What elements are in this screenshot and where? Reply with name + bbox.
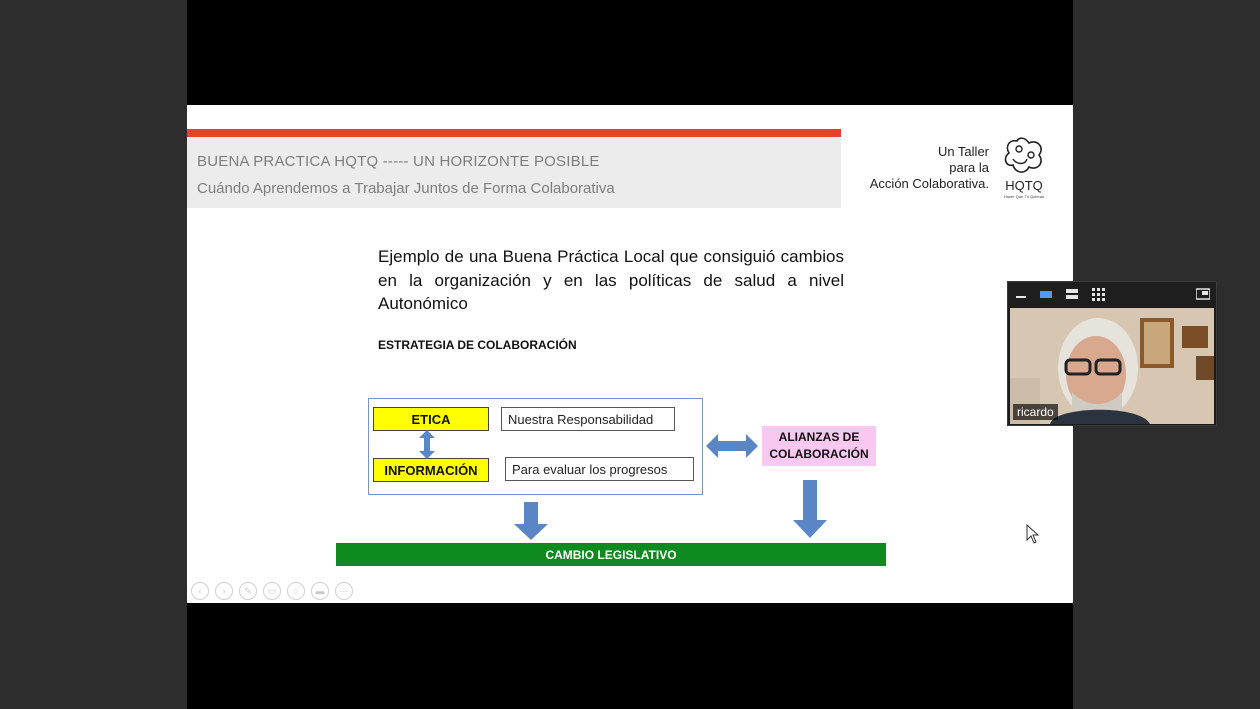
informacion-description: Para evaluar los progresos xyxy=(505,457,694,481)
left-dark-margin xyxy=(0,0,187,709)
participant-video-panel[interactable] xyxy=(1007,281,1217,426)
prev-icon[interactable]: ‹ xyxy=(191,582,209,600)
slide-header-title: BUENA PRACTICA HQTQ ----- UN HORIZONTE POSIBLE xyxy=(197,153,600,170)
grid-view-icon[interactable] xyxy=(1092,288,1105,301)
svg-text:HQTQ: HQTQ xyxy=(1005,178,1043,193)
down-arrow-left xyxy=(514,502,548,540)
mouse-cursor-icon xyxy=(1026,524,1040,544)
horizontal-double-arrow xyxy=(706,433,758,459)
header-accent-bar xyxy=(187,129,841,137)
etica-box: ETICA xyxy=(373,407,489,431)
lead-paragraph: Ejemplo de una Buena Práctica Local que consiguió cambios en la organización y en las políticas de salud a nivel Autonómico xyxy=(378,247,844,313)
tagline-line-1: Un Taller xyxy=(937,144,989,159)
etica-description: Nuestra Responsabilidad xyxy=(501,407,675,431)
tagline-line-2: para la xyxy=(949,160,989,175)
down-arrow-right xyxy=(793,480,827,538)
minimize-icon[interactable] xyxy=(1015,288,1027,300)
header-band xyxy=(187,137,841,208)
video-toolbar xyxy=(1008,282,1216,307)
tagline xyxy=(870,144,989,192)
pen-icon[interactable]: ✎ xyxy=(239,582,257,600)
copy-icon[interactable]: ▭ xyxy=(263,582,281,600)
vertical-double-arrow xyxy=(417,430,437,459)
informacion-box: INFORMACIÓN xyxy=(373,458,489,482)
screen-icon[interactable]: ▬ xyxy=(311,582,329,600)
participant-camera-feed xyxy=(1010,308,1214,424)
single-view-icon[interactable] xyxy=(1040,288,1052,300)
hqtq-logo xyxy=(999,135,1049,201)
next-icon[interactable]: › xyxy=(215,582,233,600)
split-view-icon[interactable] xyxy=(1066,288,1078,300)
zoom-icon[interactable]: ○ xyxy=(287,582,305,600)
participant-name-label: ricardo xyxy=(1013,404,1058,420)
tagline-line-3: Acción Colaborativa. xyxy=(869,176,989,191)
slide-header-subtitle: Cuándo Aprendemos a Trabajar Juntos de Forma Colaborativa xyxy=(197,180,615,197)
presentation-controls xyxy=(191,582,353,600)
popout-icon[interactable] xyxy=(1196,288,1210,300)
svg-text:Hacer Que Tú Quieras: Hacer Que Tú Quieras xyxy=(1003,194,1045,199)
alianzas-box: ALIANZAS DE COLABORACIÓN xyxy=(762,426,876,466)
presentation-slide xyxy=(187,105,1073,603)
cambio-legislativo-bar: CAMBIO LEGISLATIVO xyxy=(336,543,886,566)
more-icon[interactable]: ⋯ xyxy=(335,582,353,600)
strategy-heading: ESTRATEGIA DE COLABORACIÓN xyxy=(378,338,577,352)
